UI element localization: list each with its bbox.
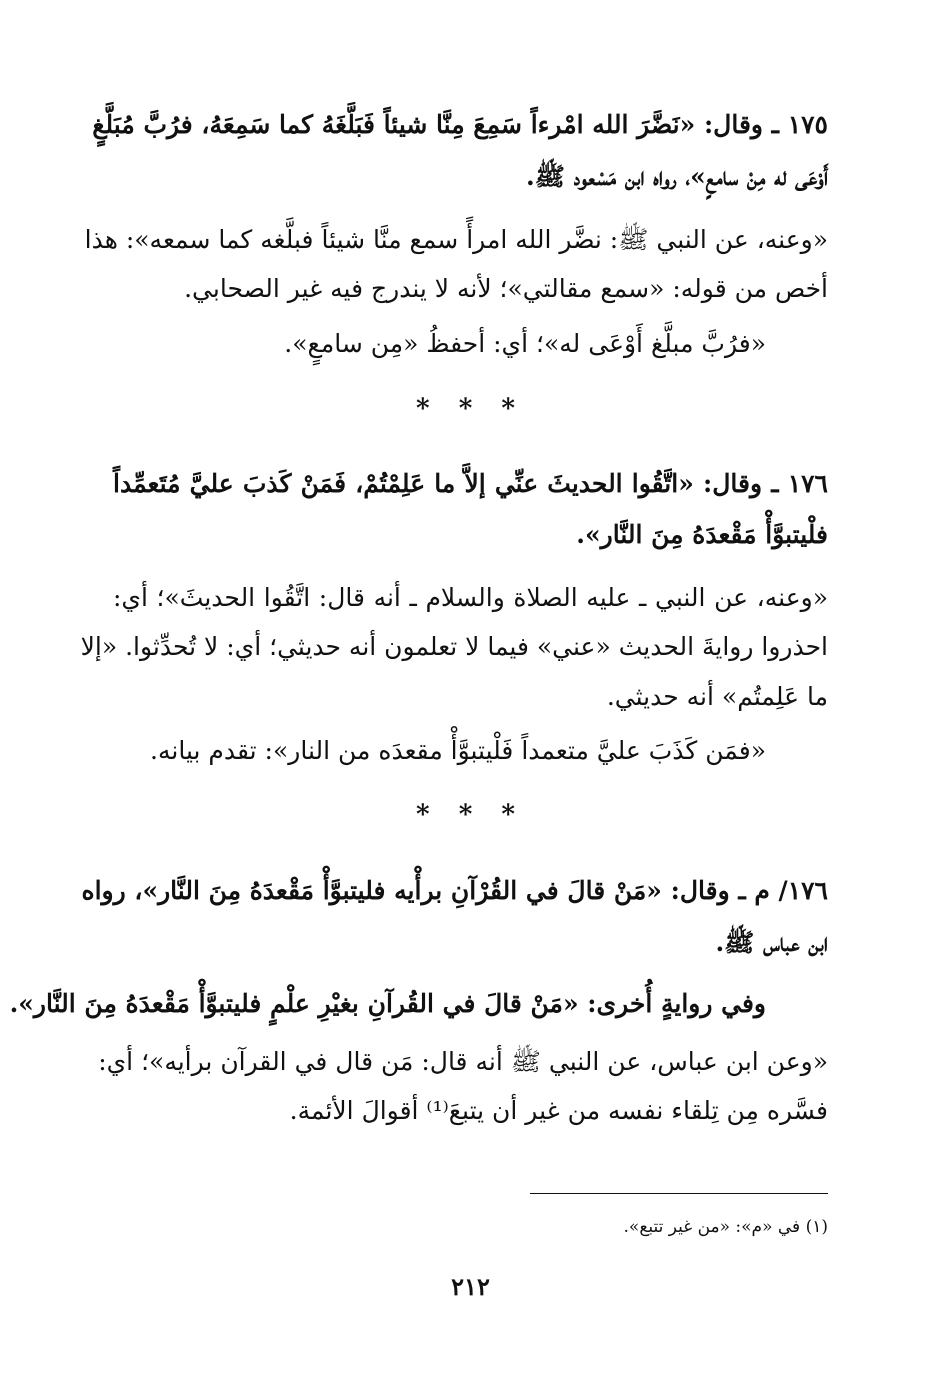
footnote-divider bbox=[530, 1193, 828, 1194]
commentary-175-line-1: «وعنه، عن النبي ﷺ: نضَّر الله امرأً سمع منَّا شيئاً فبلَّغه كما سمعه»: هذا bbox=[84, 225, 828, 254]
section-separator-2: * * * bbox=[416, 800, 525, 830]
hadith-176m-variant: وفي روايةٍ أُخرى: «مَنْ قالَ في القُرآنِ بغيْرِ علْمٍ فليتبوَّأْ مَقْعدَهُ مِنَ النَّار». bbox=[9, 989, 766, 1018]
commentary-175-line-3: «فرُبَّ مبلَّغ أَوْعَى له»؛ أي: أحفظُ «مِن سامعٍ». bbox=[284, 329, 766, 358]
section-separator-1: * * * bbox=[416, 394, 525, 424]
commentary-176m-line-2: فسَّره مِن تِلقاء نفسه من غير أن يتبعَ⁽¹⁾ أقوالَ الأئمة. bbox=[289, 1096, 828, 1125]
hadith-176m-line-2: ابن عباس ﷺ. bbox=[715, 928, 828, 957]
page-number: ٢١٢ bbox=[451, 1272, 490, 1301]
commentary-176m-line-1: «وعن ابن عباس، عن النبي ﷺ أنه قال: مَن قال في القرآن برأيه»؛ أي: bbox=[98, 1047, 828, 1076]
hadith-176-line-2: فلْيتبوَّأْ مَقْعدَهُ مِنَ النَّار». bbox=[576, 520, 828, 549]
commentary-176-line-2: احذروا روايةَ الحديث «عني» فيما لا تعلمون أنه حديثي؛ أي: لا تُحدِّثوا. «إلا bbox=[80, 632, 828, 661]
hadith-176-line-1: ١٧٦ ـ وقال: «اتَّقُوا الحديثَ عنِّي إلاَّ ما عَلِمْتُمْ، فَمَنْ كَذبَ عليَّ مُتَعمِّداً bbox=[113, 469, 828, 498]
commentary-175-line-2: أخص من قوله: «سمع مقالتي»؛ لأنه لا يندرج فيه غير الصحابي. bbox=[184, 274, 828, 303]
hadith-175-line-1: ١٧٥ ـ وقال: «نَضَّرَ الله امْرءاً سَمِعَ مِنَّا شيئاً فَبَلَّغَهُ كما سَمِعَهُ، فرُبَّ مُبَلَّغٍ bbox=[92, 110, 828, 139]
hadith-175-line-2: أَوْعَى له مِنْ سامعٍ»، رواه ابن مَسْعود ﷺ. bbox=[525, 162, 828, 191]
footnote-1: (١) في «م»: «من غير تتبع». bbox=[623, 1217, 828, 1237]
commentary-176-line-4: «فمَن كَذَبَ عليَّ متعمداً فَلْيتبوَّأْ مقعدَه من النار»: تقدم بيانه. bbox=[150, 736, 766, 765]
commentary-176-line-1: «وعنه، عن النبي ـ عليه الصلاة والسلام ـ أنه قال: اتَّقُوا الحديثَ»؛ أي: bbox=[113, 583, 828, 612]
hadith-176m-line-1: ١٧٦/ م ـ وقال: «مَنْ قالَ في القُرْآنِ برأْيه فليتبوَّأْ مَقْعدَهُ مِنَ النَّار»، رواه bbox=[81, 876, 828, 905]
commentary-176-line-3: ما عَلِمتُم» أنه حديثي. bbox=[606, 682, 828, 711]
